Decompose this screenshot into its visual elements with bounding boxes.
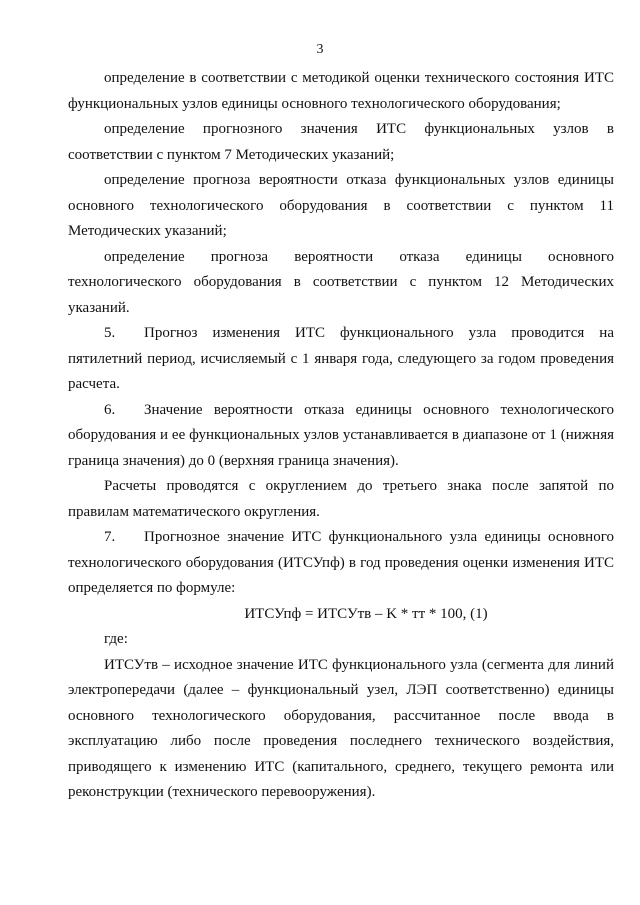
- item-7-number: 7.: [104, 529, 116, 545]
- page-number: 3: [316, 42, 324, 57]
- item-6-number: 6.: [104, 401, 116, 418]
- item-6-text: Значение вероятности отказа единицы основного технологического оборудования и ее функциональных узлов устанавливается в диапазоне от 1 (нижняя граница значения) до 0 (верхняя граница значения).: [68, 401, 614, 469]
- definition-paragraph: ИТСУтв – исходное значение ИТС функционального узла (сегмента для линий электропередачи (далее – функциональный узел, ЛЭП соответственно) единицы основного технологического оборудования, рассчитанное после ввода в эксплуатацию либо после проведения последнего технического воздействия, приводящего к изменению ИТС (капитального, среднего, текущего ремонта или реконструкции (технического перевооружения).: [68, 656, 614, 800]
- item-5: [68, 321, 614, 398]
- item-7-text: Прогнозное значение ИТС функционального узла единицы основного технологического оборудования (ИТСУпф) в год проведения оценки изменения ИТС определяется по формуле:: [68, 529, 614, 596]
- item-5-number: 5.: [104, 325, 116, 341]
- document-body: [68, 66, 614, 806]
- item-5-text: Прогноз изменения ИТС функционального узла проводится на пятилетний период, исчисляемый с 1 января года, следующего за годом проведения расчета.: [68, 325, 614, 392]
- rounding-paragraph: Расчеты проводятся с округлением до третьего знака после запятой по правилам математического округления.: [68, 478, 614, 520]
- where-label: где:: [104, 631, 128, 647]
- item-6: [68, 398, 614, 475]
- paragraph: определение прогноза вероятности отказа единицы основного технологического оборудования в соответствии с пунктом 12 Методических указаний.: [68, 248, 614, 316]
- paragraph: определение прогнозного значения ИТС функциональных узлов в соответствии с пунктом 7 Методических указаний;: [68, 121, 614, 163]
- paragraph: определение прогноза вероятности отказа функциональных узлов единицы основного технологического оборудования в соответствии с пунктом 11 Методических указаний;: [68, 172, 614, 239]
- item-7: [68, 525, 614, 602]
- paragraph: определение в соответствии с методикой оценки технического состояния ИТС функциональных узлов единицы основного технологического оборудования;: [68, 70, 614, 112]
- formula: ИТСУпф = ИТСУтв – K * тт * 100, (1): [244, 605, 488, 622]
